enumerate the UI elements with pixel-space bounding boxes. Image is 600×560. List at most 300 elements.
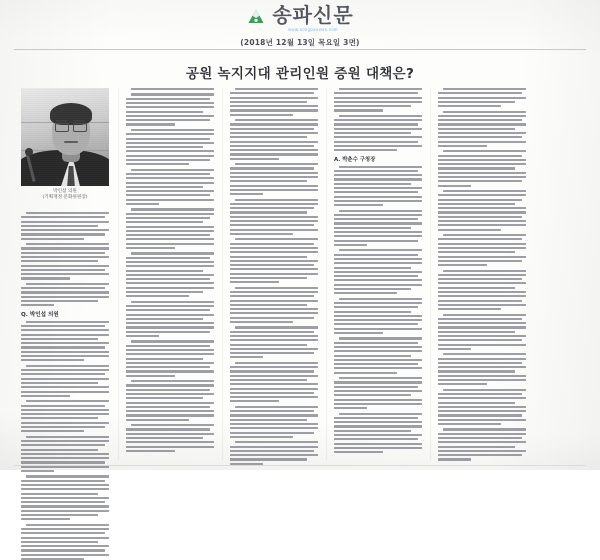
body-text-line	[126, 238, 214, 240]
body-paragraph	[230, 238, 318, 283]
body-text-line	[126, 133, 214, 135]
body-text-line	[438, 207, 526, 209]
body-text-line	[21, 342, 109, 344]
body-paragraph	[21, 400, 109, 432]
body-text-line	[126, 111, 203, 113]
body-paragraph	[438, 428, 526, 460]
body-paragraph	[126, 424, 214, 452]
body-text-line	[443, 270, 526, 272]
body-text-line	[339, 413, 422, 415]
column-gutter	[222, 88, 223, 460]
body-text-line	[230, 352, 314, 354]
body-paragraph	[438, 270, 526, 311]
body-text-line	[230, 211, 307, 213]
body-text-line	[334, 92, 418, 94]
body-paragraph	[230, 119, 318, 160]
body-text-line	[21, 484, 109, 486]
body-text-line	[126, 119, 210, 121]
photo-caption-line1: 박인섭 의원	[53, 189, 77, 194]
body-text-line	[438, 97, 526, 99]
body-text-line	[438, 194, 526, 196]
body-text-line	[21, 277, 70, 279]
body-text-line	[230, 375, 318, 377]
body-text-line	[334, 386, 418, 388]
body-text-line	[21, 287, 105, 289]
body-text-line	[438, 366, 526, 368]
body-text-line	[438, 295, 526, 297]
body-text-line	[21, 334, 109, 336]
body-text-line	[235, 163, 318, 165]
body-paragraph	[438, 88, 526, 107]
body-paragraph	[21, 243, 109, 279]
body-text-line	[438, 211, 526, 213]
body-text-line	[21, 359, 84, 361]
body-paragraph	[230, 88, 318, 116]
body-text-line	[230, 436, 293, 438]
body-text-line	[443, 111, 526, 113]
body-text-line	[438, 199, 522, 201]
body-text-line	[235, 88, 318, 90]
body-paragraph	[230, 441, 318, 465]
masthead-text-group	[272, 4, 353, 33]
body-text-line	[230, 427, 318, 429]
body-text-line	[21, 221, 109, 223]
answer-marker: A. 박춘수 구청장	[334, 156, 376, 163]
body-text-line	[334, 381, 422, 383]
body-text-line	[334, 363, 418, 365]
body-text-line	[334, 170, 418, 172]
body-text-line	[126, 419, 189, 421]
body-text-line	[21, 554, 109, 556]
body-text-line	[21, 514, 98, 516]
body-text-line	[230, 348, 318, 350]
body-text-line	[126, 309, 210, 311]
body-paragraph	[21, 436, 109, 472]
body-paragraph	[230, 163, 318, 195]
body-text-line	[438, 304, 526, 306]
body-text-line	[438, 370, 515, 372]
body-text-line	[230, 317, 314, 319]
body-text-line	[230, 105, 318, 107]
body-text-line	[126, 247, 175, 249]
body-text-line	[126, 314, 214, 316]
body-text-line	[131, 88, 214, 90]
body-text-line	[230, 229, 318, 231]
body-text-line	[438, 132, 526, 134]
body-text-line	[126, 217, 210, 219]
body-text-line	[21, 395, 70, 397]
body-text-line	[230, 247, 318, 249]
body-text-line	[126, 375, 175, 377]
body-text-line	[126, 199, 214, 201]
body-text-line	[230, 216, 318, 218]
body-text-line	[230, 220, 318, 222]
body-paragraph	[334, 249, 422, 294]
body-text-line	[438, 344, 526, 346]
body-text-line	[334, 394, 411, 396]
body-text-line	[230, 260, 318, 262]
body-text-line	[131, 380, 214, 382]
body-text-line	[438, 145, 487, 147]
body-text-line	[21, 497, 109, 499]
body-text-line	[126, 177, 214, 179]
body-text-line	[334, 451, 383, 453]
body-text-line	[334, 267, 411, 269]
body-text-line	[438, 441, 526, 443]
body-text-line	[334, 315, 422, 317]
body-text-line	[126, 182, 214, 184]
body-text-line	[131, 301, 214, 303]
body-paragraph	[21, 475, 109, 520]
body-paragraph	[21, 283, 109, 307]
body-text-line	[230, 158, 279, 160]
body-text-line	[438, 128, 515, 130]
body-text-line	[230, 331, 314, 333]
body-text-line	[334, 447, 422, 449]
body-text-line	[334, 136, 422, 138]
body-text-line	[126, 322, 214, 324]
body-text-line	[126, 428, 210, 430]
body-text-line	[339, 115, 422, 117]
body-paragraph	[334, 115, 422, 151]
column-gutter	[326, 88, 327, 460]
body-text-line	[438, 115, 526, 117]
body-text-line	[230, 432, 314, 434]
body-text-line	[230, 224, 314, 226]
body-text-line	[126, 353, 214, 355]
body-text-line	[26, 524, 109, 526]
body-text-line	[21, 329, 109, 331]
body-text-line	[438, 185, 471, 187]
body-text-line	[230, 256, 307, 258]
body-text-line	[443, 428, 526, 430]
body-text-line	[438, 458, 471, 460]
body-text-line	[438, 358, 526, 360]
body-text-line	[126, 150, 214, 152]
column-gutter	[118, 88, 119, 460]
body-text-line	[21, 260, 98, 262]
body-text-line	[438, 335, 526, 337]
body-text-line	[443, 234, 526, 236]
body-paragraph	[334, 413, 422, 454]
body-text-line	[334, 319, 422, 321]
body-text-line	[126, 397, 203, 399]
body-text-line	[438, 260, 522, 262]
body-paragraph	[438, 353, 526, 385]
body-text-line	[230, 189, 318, 191]
body-text-line	[126, 261, 214, 263]
body-text-line	[126, 155, 214, 157]
body-text-line	[230, 419, 307, 421]
body-paragraph	[438, 314, 526, 350]
body-text-line	[230, 233, 293, 235]
body-text-line	[230, 388, 318, 390]
body-text-line	[126, 291, 203, 293]
body-text-line	[438, 393, 522, 395]
body-text-line	[334, 191, 418, 193]
body-text-line	[334, 302, 422, 304]
body-text-line	[438, 437, 522, 439]
body-text-line	[334, 399, 422, 401]
body-text-line	[21, 238, 84, 240]
photo-caption-line2: (기획재정 문화위원장)	[42, 195, 88, 201]
body-text-line	[334, 119, 422, 121]
body-paragraph	[438, 389, 526, 425]
photo-block	[21, 88, 109, 202]
body-text-line	[334, 174, 422, 176]
body-text-line	[438, 348, 471, 350]
body-text-line	[334, 128, 422, 130]
body-text-line	[126, 331, 210, 333]
body-text-line	[21, 493, 98, 495]
body-text-line	[334, 306, 418, 308]
body-text-line	[126, 384, 214, 386]
body-text-line	[230, 446, 318, 448]
body-text-line	[21, 444, 105, 446]
body-text-line	[438, 450, 526, 452]
body-text-line	[438, 414, 522, 416]
body-text-line	[21, 430, 84, 432]
body-text-line	[21, 470, 54, 472]
body-text-line	[230, 101, 307, 103]
body-text-line	[334, 196, 422, 198]
body-text-line	[126, 226, 214, 228]
body-text-line	[21, 247, 109, 249]
body-text-line	[126, 358, 203, 360]
body-paragraph	[126, 301, 214, 337]
body-text-line	[126, 203, 159, 205]
body-text-line	[334, 355, 411, 357]
body-text-line	[339, 166, 422, 168]
body-paragraph	[126, 252, 214, 297]
body-text-line	[334, 421, 422, 423]
body-text-line	[21, 528, 109, 530]
body-text-line	[334, 222, 422, 224]
body-text-line	[21, 449, 98, 451]
body-paragraph	[334, 377, 422, 409]
body-text-line	[230, 264, 314, 266]
body-text-line	[21, 440, 109, 442]
body-paragraph	[334, 210, 422, 246]
body-text-line	[334, 178, 422, 180]
body-text-line	[131, 208, 214, 210]
body-text-line	[126, 234, 210, 236]
body-text-line	[230, 321, 293, 323]
body-text-line	[235, 441, 318, 443]
body-text-line	[235, 406, 318, 408]
body-text-line	[131, 129, 214, 131]
body-text-line	[334, 350, 422, 352]
masthead	[0, 4, 600, 33]
text-column-4	[334, 88, 422, 460]
body-text-line	[126, 213, 214, 215]
body-paragraph	[230, 199, 318, 235]
body-text-line	[230, 392, 314, 394]
body-text-line	[126, 186, 203, 188]
body-text-line	[438, 339, 522, 341]
body-text-line	[126, 163, 189, 165]
body-text-line	[334, 328, 422, 330]
body-text-line	[334, 105, 411, 107]
body-text-line	[334, 372, 397, 374]
body-text-line	[230, 458, 307, 460]
body-text-line	[230, 167, 314, 169]
body-paragraph	[21, 524, 109, 560]
body-text-line	[21, 518, 70, 520]
body-text-line	[126, 257, 210, 259]
body-text-line	[334, 101, 422, 103]
body-text-line	[230, 114, 293, 116]
body-text-line	[438, 220, 526, 222]
body-text-line	[230, 356, 263, 358]
body-text-line	[438, 362, 522, 364]
body-text-line	[126, 349, 214, 351]
body-text-line	[438, 243, 526, 245]
body-text-line	[230, 304, 307, 306]
body-text-line	[21, 510, 109, 512]
body-text-line	[334, 187, 422, 189]
body-text-line	[334, 200, 422, 202]
body-text-line	[21, 216, 105, 218]
body-text-line	[21, 296, 109, 298]
body-text-line	[334, 183, 411, 185]
body-text-line	[438, 123, 526, 125]
body-text-line	[230, 281, 279, 283]
body-text-line	[438, 167, 515, 169]
body-paragraph	[230, 287, 318, 323]
body-text-line	[334, 323, 418, 325]
body-text-line	[230, 410, 314, 412]
body-text-line	[334, 275, 418, 277]
body-text-line	[126, 115, 214, 117]
body-text-line	[230, 92, 314, 94]
body-text-line	[438, 379, 526, 381]
body-text-line	[438, 291, 526, 293]
body-text-line	[235, 119, 318, 121]
body-text-line	[21, 501, 105, 503]
body-text-line	[334, 141, 418, 143]
body-text-line	[126, 450, 175, 452]
body-text-line	[443, 314, 526, 316]
body-text-line	[443, 353, 526, 355]
body-text-line	[230, 172, 318, 174]
body-text-line	[230, 243, 314, 245]
body-text-line	[126, 230, 214, 232]
body-text-line	[334, 407, 367, 409]
body-text-line	[334, 258, 422, 260]
portrait-photo	[21, 88, 109, 186]
body-text-line	[438, 92, 522, 94]
body-text-line	[443, 190, 526, 192]
body-text-line	[21, 461, 105, 463]
body-text-line	[230, 193, 263, 195]
body-text-line	[334, 214, 422, 216]
body-text-line	[230, 145, 314, 147]
body-text-line	[230, 400, 279, 402]
body-text-line	[126, 441, 214, 443]
body-paragraph	[334, 337, 422, 373]
body-text-line	[21, 549, 105, 551]
body-text-line	[126, 123, 175, 125]
body-text-line	[438, 322, 526, 324]
body-text-line	[21, 273, 109, 275]
body-text-line	[230, 366, 318, 368]
text-column-3	[230, 88, 318, 460]
body-text-line	[235, 199, 318, 201]
body-text-line	[230, 312, 318, 314]
body-text-line	[126, 414, 214, 416]
body-text-line	[230, 383, 318, 385]
body-text-line	[438, 238, 522, 240]
body-text-line	[438, 274, 526, 276]
body-text-line	[230, 308, 318, 310]
body-text-line	[334, 430, 411, 432]
body-text-line	[438, 119, 522, 121]
paper-url: www.songpanews.com	[288, 27, 338, 32]
body-text-line	[230, 141, 318, 143]
body-text-line	[438, 105, 501, 107]
body-text-line	[334, 311, 411, 313]
body-text-line	[21, 545, 109, 547]
text-column-1	[21, 212, 109, 460]
body-text-line	[126, 410, 214, 412]
body-text-line	[334, 218, 418, 220]
body-text-line	[126, 146, 203, 148]
body-text-line	[438, 141, 526, 143]
body-text-line	[438, 300, 522, 302]
body-paragraph	[438, 150, 526, 186]
body-text-line	[21, 466, 109, 468]
body-text-line	[438, 224, 526, 226]
body-text-line	[334, 231, 422, 233]
body-text-line	[126, 402, 214, 404]
body-text-line	[126, 194, 210, 196]
body-text-line	[126, 345, 210, 347]
body-text-line	[21, 225, 98, 227]
body-paragraph	[21, 321, 109, 362]
body-text-line	[438, 159, 526, 161]
body-text-line	[126, 221, 203, 223]
body-text-line	[438, 326, 526, 328]
body-text-line	[438, 406, 526, 408]
body-text-line	[334, 342, 418, 344]
body-text-line	[21, 426, 105, 428]
body-text-line	[339, 298, 422, 300]
body-text-line	[26, 365, 109, 367]
body-text-line	[334, 227, 411, 229]
footer-divider	[14, 465, 586, 466]
body-text-line	[21, 457, 109, 459]
body-text-line	[334, 97, 422, 99]
body-text-line	[131, 169, 214, 171]
body-text-line	[438, 229, 501, 231]
body-text-line	[438, 383, 487, 385]
body-paragraph	[126, 169, 214, 205]
body-text-line	[126, 278, 210, 280]
body-text-line	[21, 291, 109, 293]
body-paragraph	[126, 340, 214, 376]
body-text-line	[126, 274, 214, 276]
body-paragraph	[21, 365, 109, 397]
body-text-line	[334, 346, 422, 348]
body-text-line	[230, 379, 307, 381]
body-text-line	[438, 308, 501, 310]
body-text-line	[230, 136, 307, 138]
body-text-line	[235, 287, 318, 289]
body-paragraph	[334, 88, 422, 112]
body-text-line	[126, 295, 189, 297]
body-paragraph	[334, 166, 422, 207]
